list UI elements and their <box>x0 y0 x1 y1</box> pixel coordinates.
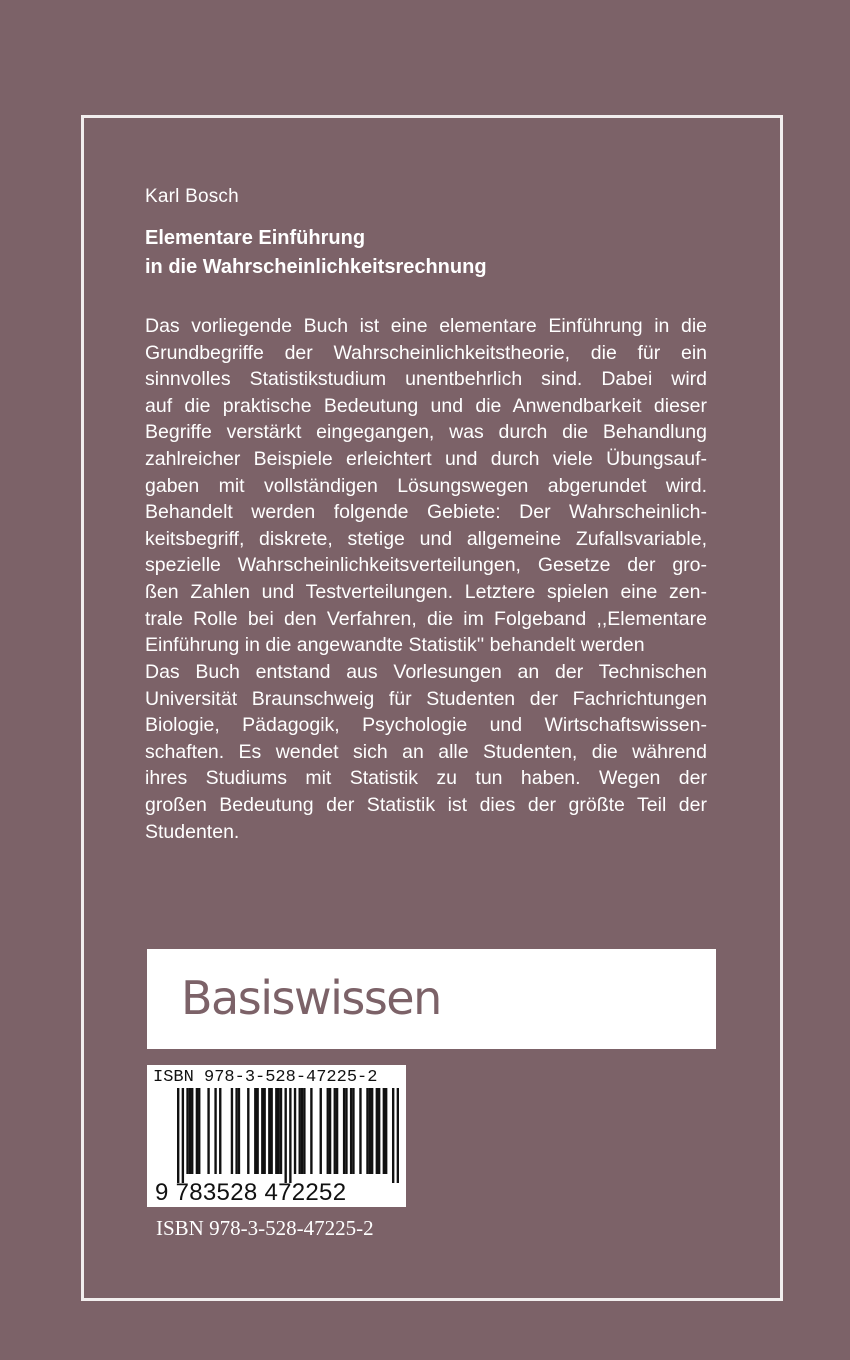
barcode-bar <box>303 1088 305 1174</box>
barcode-bar <box>359 1088 361 1174</box>
barcode-digits: 9 783528 472252 <box>155 1179 347 1206</box>
text-line: Behandelt werden folgende Gebiete: Der Wahrscheinlich- <box>145 501 707 524</box>
text-line: Begriffe verstärkt eingegangen, was durch die Behandlung <box>145 421 707 444</box>
text-line: Das Buch entstand aus Vorlesungen an der Technischen <box>145 661 707 683</box>
barcode-bar <box>256 1088 258 1174</box>
barcode-bar <box>343 1088 345 1174</box>
barcode-bar <box>247 1088 249 1174</box>
book-title-line-2: in die Wahrscheinlichkeitsrechnung <box>145 256 487 278</box>
barcode-bar <box>289 1088 291 1183</box>
book-title <box>145 224 487 282</box>
barcode-bar <box>284 1088 286 1183</box>
book-title-line-1: Elementare Einführung <box>145 227 366 249</box>
barcode-bar <box>177 1088 179 1183</box>
series-banner <box>147 949 716 1049</box>
barcode-bars <box>177 1088 399 1183</box>
barcode-bar <box>189 1088 191 1174</box>
barcode-bar <box>280 1088 282 1174</box>
barcode-bar <box>327 1088 329 1174</box>
description-paragraph-1 <box>145 313 707 659</box>
text-line: Das vorliegende Buch ist eine elementare Einführung in die <box>145 315 707 337</box>
barcode-bar <box>385 1088 387 1174</box>
text-line: Grundbegriffe der Wahrscheinlichkeitstheorie, die für ein <box>145 341 707 364</box>
barcode-bar <box>320 1088 322 1174</box>
series-label: Basiswissen <box>181 971 441 1025</box>
barcode-bar <box>196 1088 198 1174</box>
text-line: Studenten. <box>145 820 240 843</box>
barcode-bar <box>182 1088 184 1183</box>
barcode-bar <box>299 1088 301 1174</box>
barcode-bar <box>352 1088 354 1174</box>
barcode-bar <box>345 1088 347 1174</box>
author-name: Karl Bosch <box>145 186 239 207</box>
text-line: Einführung in die angewandte Statistik'' behandelt werden <box>145 634 645 657</box>
barcode-bar <box>378 1088 380 1174</box>
barcode-bar <box>261 1088 263 1174</box>
barcode-bar <box>263 1088 265 1174</box>
barcode-bar <box>383 1088 385 1174</box>
text-line: sinnvolles Statistikstudium unentbehrlich sind. Dabei wird <box>145 368 707 391</box>
barcode-bar <box>369 1088 371 1174</box>
barcode-bar <box>275 1088 277 1174</box>
barcode-bar <box>198 1088 200 1174</box>
barcode-bar <box>214 1088 216 1174</box>
barcode-bar <box>310 1088 312 1174</box>
text-line: schaften. Es wendet sich an alle Studenten, die während <box>145 740 707 763</box>
text-line: keitsbegriff, diskrete, stetige und allgemeine Zufallsvariable, <box>145 527 707 550</box>
description-paragraph-2 <box>145 659 707 845</box>
barcode-bar <box>270 1088 272 1174</box>
barcode-bar <box>376 1088 378 1174</box>
barcode-bar <box>207 1088 209 1174</box>
text-line: spezielle Wahrscheinlichkeitsverteilungen, Gesetze der gro- <box>145 554 707 577</box>
barcode-bar <box>294 1088 296 1174</box>
isbn-bottom: ISBN 978-3-528-47225-2 <box>156 1216 374 1240</box>
barcode-bar <box>238 1088 240 1174</box>
barcode-bar <box>334 1088 336 1174</box>
barcode-bar <box>186 1088 188 1174</box>
barcode-bar <box>219 1088 221 1174</box>
text-line: trale Rolle bei den Verfahren, die im Folgeband ,,Elementare <box>145 607 707 630</box>
barcode-bar <box>301 1088 303 1174</box>
text-line: ihres Studiums mit Statistik zu tun haben. Wegen der <box>145 767 707 790</box>
barcode-bar <box>235 1088 237 1174</box>
barcode-isbn-label: ISBN 978-3-528-47225-2 <box>153 1068 378 1087</box>
barcode-bar <box>329 1088 331 1174</box>
text-line: Universität Braunschweig für Studenten der Fachrichtungen <box>145 687 707 710</box>
barcode-bar <box>350 1088 352 1174</box>
text-line: ßen Zahlen und Testverteilungen. Letztere spielen eine zen- <box>145 580 707 603</box>
barcode <box>147 1065 406 1207</box>
barcode-bar <box>366 1088 368 1174</box>
barcode-bar <box>231 1088 233 1174</box>
text-line: gaben mit vollständigen Lösungswegen abgerundet wird. <box>145 474 707 497</box>
barcode-bar <box>254 1088 256 1174</box>
barcode-bar <box>191 1088 193 1174</box>
barcode-bar <box>268 1088 270 1174</box>
barcode-bar <box>336 1088 338 1174</box>
text-line: großen Bedeutung der Statistik ist dies der größte Teil der <box>145 793 707 816</box>
barcode-bar <box>371 1088 373 1174</box>
text-line: zahlreicher Beispiele erleichtert und durch viele Übungsauf- <box>145 447 707 470</box>
barcode-bar <box>277 1088 279 1174</box>
text-line: auf die praktische Bedeutung und die Anwendbarkeit dieser <box>145 394 707 417</box>
barcode-bar <box>392 1088 394 1183</box>
text-line: Biologie, Pädagogik, Psychologie und Wirtschaftswissen- <box>145 714 707 737</box>
barcode-bar <box>397 1088 399 1183</box>
